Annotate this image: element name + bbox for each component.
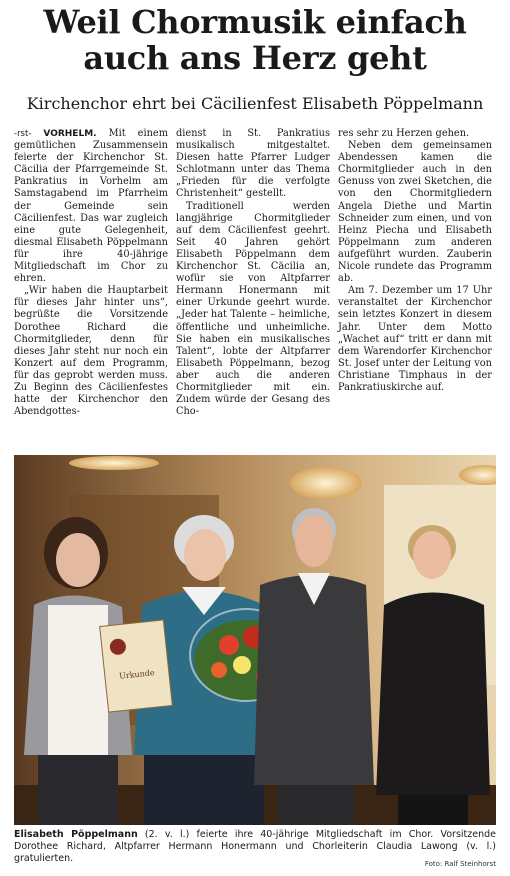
paragraph [14, 128, 168, 285]
photo-credit: Foto: Ralf Steinhorst [424, 860, 496, 868]
paragraph: Traditionell werden langjährige Chormitglieder auf dem Cäcilienfest geehrt. Seit 40 Jahren gehört Elisabeth Pöppelmann dem Kirchenchor St. Cäcilia an, wofür sie von Altpfarrer Hermann Honermann mit einer Urkunde geehrt wurde. „Jeder hat Talente – heimliche, öffentliche und unheimliche. Sie haben ein musikalisches Talent“, lobte der Altpfarrer Elisabeth Pöppelmann, bezog aber auch die anderen Chormitglieder mit ein. Zudem würde der Gesang des Cho- [176, 200, 330, 418]
certificate-text: Urkunde [118, 668, 156, 681]
headline-line-1: Weil Chormusik einfach [43, 3, 467, 41]
paragraph: „Wir haben die Hauptarbeit für dieses Jahr hinter uns“, begrüßte die Vorsitzende Dorothee Richard die Chormitglieder, denn für dieses Jahr steht nur noch ein Konzert auf dem Programm, für das geprobt werden muss. Zu Beginn des Cäcilienfestes hatte der Kirchenchor den Abendgottes- [14, 285, 168, 418]
photo-caption [14, 829, 496, 865]
headline-line-2: auch ans Herz geht [83, 39, 427, 77]
ceiling-lamp [69, 456, 159, 470]
headline [0, 4, 510, 76]
article-column-2 [176, 128, 330, 418]
certificate [100, 620, 173, 712]
paragraph: dienst in St. Pankratius musikalisch mitgestaltet. Diesen hatte Pfarrer Ludger Schlotmann unter das Thema „Frieden für die verfolgte Christenheit“ gestellt. [176, 128, 330, 200]
caption-name: Elisabeth Pöppelmann [14, 829, 138, 840]
paragraph-text: Mit einem gemütlichen Zusammensein feierte der Kirchenchor St. Cäcilia der Pfarrgemeinde St. Pankratius in Vorhelm am Samstagabend im Pfarrheim der Gemeinde sein Cäcilienfest. Das war zugleich eine gute Gelegenheit, diesmal Elisabeth Pöppelmann für ihre 40-jährige Mitgliedschaft im Chor zu ehren. [14, 128, 168, 285]
subheadline: Kirchenchor ehrt bei Cäcilienfest Elisabeth Pöppelmann [26, 94, 484, 113]
paragraph: res sehr zu Herzen gehen. [338, 128, 470, 139]
article-column-3 [338, 128, 492, 394]
photo-illustration [14, 455, 496, 825]
ceiling-lamp [290, 467, 362, 499]
paragraph: Neben dem gemeinsamen Abendessen kamen die Chormitglieder auch in den Genuss von zwei Sketchen, die von den Chormitgliedern Angela Diethe und Martin Schneider zum einen, und von Heinz Piecha und Elisabeth Pöppelmann zum anderen aufgeführt wurden. Zauberin Nicole rundete das Programm ab. [338, 140, 492, 285]
dateline [43, 129, 96, 139]
paragraph: Am 7. Dezember um 17 Uhr veranstaltet der Kirchenchor sein letztes Konzert in diesem Jahr. Unter dem Motto „Wachet auf“ tritt er dann mit dem Warendorfer Kirchenchor St. Josef unter der Leitung von Christiane Timphaus in der Pankratiuskirche auf. [338, 285, 492, 393]
author-tag: -rst- [14, 129, 32, 139]
dateline-place: VORHELM. [43, 129, 97, 139]
caption-text: (2. v. l.) feierte ihre 40-jährige Mitgliedschaft im Chor. Vorsitzende Dorothee Richard, Altpfarrer Hermann Honermann und Chorleiterin Claudia Lawong (v. l.) gratulierten. [14, 829, 496, 864]
article-photo [14, 455, 496, 825]
article-column-1 [14, 128, 168, 418]
